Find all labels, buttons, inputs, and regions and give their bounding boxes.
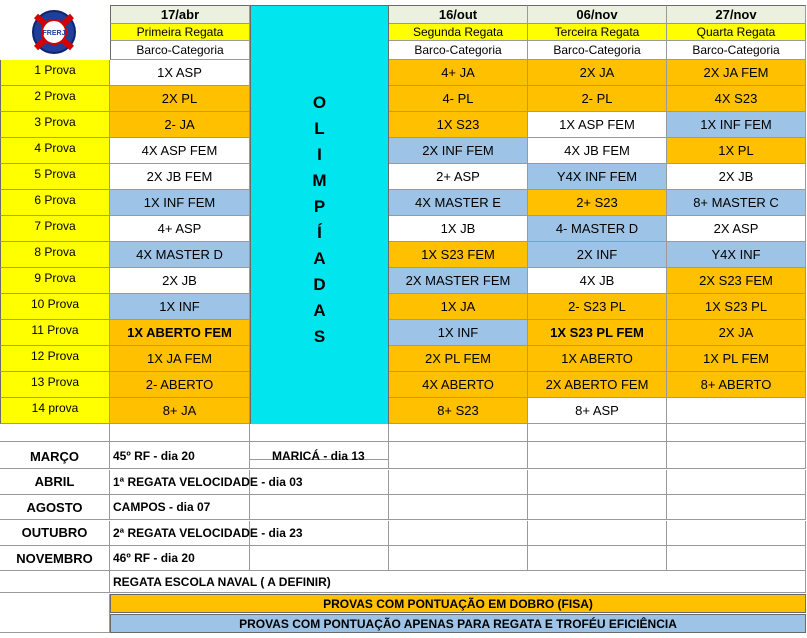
logo-text: FRERJ	[42, 30, 66, 37]
empty-cell[interactable]	[528, 470, 667, 495]
header-regatta: Primeira Regata	[110, 24, 250, 41]
calendar-month: OUTUBRO	[0, 521, 110, 546]
event-cell[interactable]: 4- MASTER D	[528, 216, 667, 242]
event-cell[interactable]: 1X INF FEM	[667, 112, 806, 138]
empty-cell[interactable]	[528, 444, 667, 469]
prova-label: 7 Prova	[0, 216, 110, 242]
event-cell[interactable]: 1X PL FEM	[667, 346, 806, 372]
olimpiadas-letter: D	[313, 275, 326, 294]
event-cell[interactable]: 2X PL	[110, 86, 250, 112]
calendar-event-secondary[interactable]: MARICÁ - dia 13	[250, 444, 389, 469]
prova-label: 4 Prova	[0, 138, 110, 164]
event-cell[interactable]: 4+ ASP	[110, 216, 250, 242]
header-barco-categoria: Barco-Categoria	[667, 41, 806, 60]
prova-label: 14 prova	[0, 398, 110, 424]
prova-label: 3 Prova	[0, 112, 110, 138]
header-barco-categoria: Barco-Categoria	[110, 41, 250, 60]
event-cell[interactable]: 2X S23 FEM	[667, 268, 806, 294]
prova-label: 5 Prova	[0, 164, 110, 190]
header-regatta: Segunda Regata	[389, 24, 528, 41]
calendar-event[interactable]: CAMPOS - dia 07	[110, 495, 250, 520]
olimpiadas-letter: I	[317, 145, 322, 164]
prova-label: 6 Prova	[0, 190, 110, 216]
calendar-month: AGOSTO	[0, 495, 110, 520]
event-cell[interactable]: 2- JA	[110, 112, 250, 138]
empty-cell[interactable]	[667, 495, 806, 520]
event-cell[interactable]: 2X MASTER FEM	[389, 268, 528, 294]
empty-cell[interactable]	[667, 424, 806, 442]
calendar-month: ABRIL	[0, 470, 110, 495]
calendar-event-secondary[interactable]	[250, 495, 389, 520]
header-regatta: Quarta Regata	[667, 24, 806, 41]
event-cell[interactable]: 8+ MASTER C	[667, 190, 806, 216]
calendar-event[interactable]: 46º RF - dia 20	[110, 546, 250, 571]
empty-cell[interactable]	[0, 571, 110, 593]
event-cell[interactable]: Y4X INF	[667, 242, 806, 268]
event-cell[interactable]: 4X JB	[528, 268, 667, 294]
event-cell[interactable]: 1X S23 PL FEM	[528, 320, 667, 346]
frerj-logo	[28, 6, 80, 58]
header-date: 17/abr	[110, 5, 250, 24]
event-cell[interactable]: 2X PL FEM	[389, 346, 528, 372]
event-cell[interactable]: 2- ABERTO	[110, 372, 250, 398]
prova-label: 9 Prova	[0, 268, 110, 294]
header-date: 27/nov	[667, 5, 806, 24]
empty-cell[interactable]	[389, 495, 528, 520]
calendar-month: MARÇO	[0, 444, 110, 469]
event-cell[interactable]: 1X INF	[110, 294, 250, 320]
event-cell[interactable]: 1X ABERTO FEM	[110, 320, 250, 346]
empty-cell[interactable]	[110, 424, 250, 442]
olimpiadas-letter: S	[313, 327, 326, 346]
event-cell[interactable]: 8+ ABERTO	[667, 372, 806, 398]
empty-cell[interactable]	[250, 424, 389, 442]
event-cell[interactable]: 2X INF FEM	[389, 138, 528, 164]
event-cell[interactable]: 1X INF	[389, 320, 528, 346]
event-cell[interactable]: 8+ S23	[389, 398, 528, 424]
extra-event[interactable]: REGATA ESCOLA NAVAL ( A DEFINIR)	[110, 571, 806, 593]
event-cell[interactable]: 2X ASP	[667, 216, 806, 242]
olimpiadas-letter: M	[312, 171, 327, 190]
event-cell[interactable]	[667, 398, 806, 424]
event-cell[interactable]: 1X S23	[389, 112, 528, 138]
event-cell[interactable]: 4- PL	[389, 86, 528, 112]
event-cell[interactable]: 4X S23	[667, 86, 806, 112]
event-cell[interactable]: 4+ JA	[389, 60, 528, 86]
legend-double-points: PROVAS COM PONTUAÇÃO EM DOBRO (FISA)	[110, 594, 806, 613]
header-regatta: Terceira Regata	[528, 24, 667, 41]
prova-label: 8 Prova	[0, 242, 110, 268]
prova-label: 12 Prova	[0, 346, 110, 372]
event-cell[interactable]: 1X ASP FEM	[528, 112, 667, 138]
empty-cell[interactable]	[389, 444, 528, 469]
event-cell[interactable]: 2+ S23	[528, 190, 667, 216]
calendar-month: NOVEMBRO	[0, 546, 110, 571]
empty-cell[interactable]	[528, 495, 667, 520]
prova-label: 10 Prova	[0, 294, 110, 320]
event-cell[interactable]: 8+ JA	[110, 398, 250, 424]
olimpiadas-letter: A	[313, 249, 326, 268]
header-barco-categoria: Barco-Categoria	[528, 41, 667, 60]
empty-cell[interactable]	[528, 424, 667, 442]
olimpiadas-letter: O	[312, 93, 327, 112]
header-date: 06/nov	[528, 5, 667, 24]
calendar-event[interactable]: 45º RF - dia 20	[110, 444, 250, 469]
event-cell[interactable]: 1X INF FEM	[110, 190, 250, 216]
empty-cell[interactable]	[389, 424, 528, 442]
empty-cell[interactable]	[528, 546, 667, 571]
event-cell[interactable]: 2+ ASP	[389, 164, 528, 190]
calendar-event-secondary[interactable]	[250, 546, 389, 571]
event-cell[interactable]: 1X JA FEM	[110, 346, 250, 372]
empty-cell[interactable]	[389, 546, 528, 571]
header-barco-categoria: Barco-Categoria	[389, 41, 528, 60]
event-cell[interactable]: 2X INF	[528, 242, 667, 268]
prova-label: 13 Prova	[0, 372, 110, 398]
empty-cell[interactable]	[0, 424, 110, 442]
event-cell[interactable]: 2X JA	[667, 320, 806, 346]
event-cell[interactable]: 2X JB	[110, 268, 250, 294]
empty-cell[interactable]	[528, 521, 667, 546]
empty-cell[interactable]	[389, 470, 528, 495]
event-cell[interactable]: 1X JB	[389, 216, 528, 242]
event-cell[interactable]: Y4X INF FEM	[528, 164, 667, 190]
empty-cell[interactable]	[667, 470, 806, 495]
legend-regatta-only: PROVAS COM PONTUAÇÃO APENAS PARA REGATA E TROFÉU EFICIÊNCIA	[110, 614, 806, 633]
event-cell[interactable]: 2- S23 PL	[528, 294, 667, 320]
event-cell[interactable]: 1X PL	[667, 138, 806, 164]
logo-emblem-icon	[28, 6, 80, 58]
event-cell[interactable]: 1X ASP	[110, 60, 250, 86]
event-cell[interactable]: 4X MASTER D	[110, 242, 250, 268]
event-cell[interactable]: 4X ABERTO	[389, 372, 528, 398]
empty-cell[interactable]	[667, 521, 806, 546]
calendar-event[interactable]: 1ª REGATA VELOCIDADE - dia 03	[110, 470, 250, 495]
empty-cell[interactable]	[667, 546, 806, 571]
event-cell[interactable]: 1X ABERTO	[528, 346, 667, 372]
empty-cell[interactable]	[389, 521, 528, 546]
empty-cell[interactable]	[667, 444, 806, 469]
event-cell[interactable]: 1X S23 FEM	[389, 242, 528, 268]
event-cell[interactable]: 2X JB	[667, 164, 806, 190]
event-cell[interactable]: 4X ASP FEM	[110, 138, 250, 164]
olimpiadas-letter: L	[314, 119, 325, 138]
calendar-event[interactable]: 2ª REGATA VELOCIDADE - dia 23	[110, 521, 250, 546]
event-cell[interactable]: 2X JA	[528, 60, 667, 86]
prova-label: 1 Prova	[0, 60, 110, 86]
event-cell[interactable]: 2X JB FEM	[110, 164, 250, 190]
olimpiadas-letter: P	[313, 197, 326, 216]
event-cell[interactable]: 4X MASTER E	[389, 190, 528, 216]
event-cell[interactable]: 1X JA	[389, 294, 528, 320]
olimpiadas-band	[250, 5, 389, 425]
event-cell[interactable]: 2X JA FEM	[667, 60, 806, 86]
event-cell[interactable]: 8+ ASP	[528, 398, 667, 424]
header-date: 16/out	[389, 5, 528, 24]
event-cell[interactable]: 1X S23 PL	[667, 294, 806, 320]
olimpiadas-letter: Í	[317, 223, 322, 242]
olimpiadas-letter: A	[313, 301, 326, 320]
event-cell[interactable]: 2X ABERTO FEM	[528, 372, 667, 398]
event-cell[interactable]: 4X JB FEM	[528, 138, 667, 164]
prova-label: 11 Prova	[0, 320, 110, 346]
prova-label: 2 Prova	[0, 86, 110, 112]
empty-cell[interactable]	[0, 594, 110, 633]
event-cell[interactable]: 2- PL	[528, 86, 667, 112]
